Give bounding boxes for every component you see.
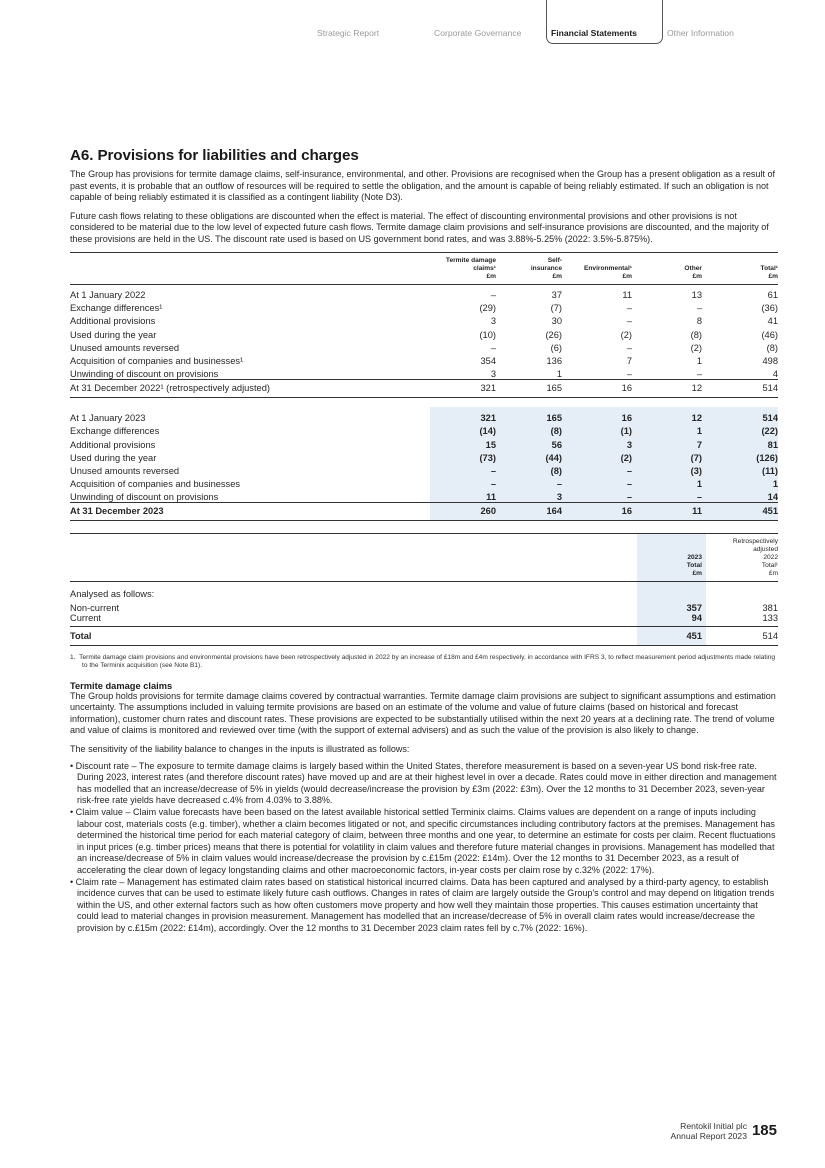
col-header-line: Other	[684, 264, 702, 272]
col-header-line: £m	[768, 272, 778, 280]
page-title: A6. Provisions for liabilities and charges	[70, 147, 359, 164]
cell-value: (73)	[430, 450, 496, 463]
tab-strategic-report[interactable]: Strategic Report	[317, 28, 380, 38]
cell-value: 136	[546, 356, 562, 366]
col-header-line: adjusted	[753, 545, 778, 553]
cell-value: (2)	[620, 329, 632, 340]
cell-value: 16	[562, 379, 632, 397]
cell-value: 3	[490, 368, 496, 379]
sensitivity-intro: The sensitivity of the liability balance to changes in the inputs is illustrated as follows:	[70, 744, 410, 755]
cell-value: 321	[430, 379, 496, 397]
col-header-self-insurance	[496, 252, 562, 284]
page-number: 185	[751, 1122, 777, 1139]
cell-value: –	[562, 489, 632, 502]
cell-value: (1)	[562, 423, 632, 436]
analysis-row	[70, 599, 778, 612]
row-label: Additional provisions	[70, 439, 156, 450]
cell-value: 1	[696, 356, 702, 366]
cell-value: 15	[430, 436, 496, 449]
cell-value: –	[632, 489, 702, 502]
row-label: Analysed as follows:	[70, 589, 155, 600]
cell-value: (8)	[690, 329, 702, 340]
cell-value: –	[626, 303, 632, 314]
cell-value: 13	[691, 290, 702, 301]
analysis-row	[70, 581, 778, 599]
cell-value: (26)	[545, 329, 562, 340]
cell-value: 11	[632, 502, 702, 520]
tab-other-information[interactable]: Other Information	[667, 28, 734, 38]
section-nav	[0, 0, 825, 46]
cell-value: 498	[762, 356, 778, 366]
cell-value: (2)	[690, 342, 702, 353]
cell-value: –	[430, 463, 496, 476]
cell-value: –	[626, 368, 632, 379]
rows-2023	[70, 407, 778, 502]
cell-value: 451	[702, 502, 778, 520]
col-header-line: Total	[686, 561, 702, 569]
col-header-line: £m	[692, 272, 702, 280]
table-row	[70, 436, 778, 449]
row-label: At 1 January 2022	[70, 290, 146, 301]
row-label: Exchange differences¹	[70, 303, 163, 314]
cell-value: 133	[762, 612, 778, 623]
cell-value: –	[626, 316, 632, 327]
cell-value: (44)	[496, 450, 562, 463]
cell-value: –	[562, 476, 632, 489]
table-row	[70, 463, 778, 476]
col-header-line: £m	[622, 272, 632, 280]
rows-2022	[70, 284, 778, 379]
table-header-row	[70, 252, 778, 284]
cell-value: 94	[637, 613, 706, 627]
cell-value: –	[490, 342, 496, 353]
cell-value: –	[696, 368, 702, 379]
table-row	[70, 489, 778, 502]
provisions-analysis-table	[70, 533, 778, 646]
provisions-movement-table	[70, 252, 778, 521]
col-header-line: Total¹	[761, 561, 778, 569]
col-header-line: £m	[692, 569, 702, 577]
col-header-line: Termite damage	[445, 256, 496, 264]
cell-value: (46)	[761, 329, 778, 340]
analysis-header-row	[70, 533, 778, 581]
footer-report: Annual Report 2023	[670, 1131, 747, 1141]
row-label: Exchange differences	[70, 426, 160, 437]
cell-value: 37	[551, 290, 562, 301]
col-header-line: Retrospectively	[732, 537, 778, 545]
col-header-environmental	[562, 252, 632, 284]
row-label: Additional provisions	[70, 316, 156, 327]
header-spacer	[70, 533, 637, 581]
cell-value: 381	[762, 602, 778, 613]
table-row	[70, 476, 778, 489]
tab-corporate-governance[interactable]: Corporate Governance	[434, 28, 522, 38]
table-row	[70, 450, 778, 463]
row-label: At 1 January 2023	[70, 413, 146, 424]
table-row	[70, 284, 778, 300]
col-header-line: £m	[552, 272, 562, 280]
cell-value: 164	[496, 502, 562, 520]
total-row-2023	[70, 502, 778, 520]
cell-value: (36)	[761, 303, 778, 314]
cell-value: (8)	[496, 423, 562, 436]
row-label: Acquisition of companies and businesses	[70, 479, 241, 490]
row-label: Unused amounts reversed	[70, 465, 180, 476]
cell-value: 81	[702, 436, 778, 449]
row-label: Non-current	[70, 602, 120, 613]
cell-value: 41	[767, 316, 778, 327]
cell-value: 7	[632, 436, 702, 449]
footnote: 1. Termite damage claim provisions and environmental provisions have been retrospectively adjusted in 2022 by an increase of £18m and £4m respectively, in accordance with IFRS 3, to reflect measurement period adjustments made relating to the Terminix acquisition (see Note B1).	[70, 653, 776, 670]
row-label: Unwinding of discount on provisions	[70, 491, 219, 502]
analysis-total-row	[70, 626, 778, 645]
cell-value: 8	[696, 316, 702, 327]
cell-value: (7)	[550, 303, 562, 314]
cell-value: 1	[702, 476, 778, 489]
list-item: • Claim rate – Management has estimated claim rates based on statistical historical incurred claims. Data has been captured and analysed by a third-party agency, to establish incidence curves that can be used to estimate likely future cash outflows. Changes in rates of claim are largely outside the Group's control and may depend on litigation trends within the US, and other external factors such as how often customers move property and how well they maintain those properties. This causes estimation uncertainty that could lead to material changes in provision measurement. Management has modelled that an increase/decrease of 5% in overall claim rates would increase/decrease the provision by c.£15m (2022: £14m), accordingly. Over the 12 months to 31 December 2023 claim rates fell by c.7% (2022: 16%).	[70, 876, 775, 933]
cell-value: 354	[480, 356, 496, 366]
row-label: Unused amounts reversed	[70, 342, 180, 353]
discount-paragraph: Future cash flows relating to these obligations are discounted when the effect is material. The effect of discounting environmental provisions and other provisions is not considered to be material due to the low level of expected future cash flows. Termite damage claim provisions and self-insurance provisions are discounted, and the majority of these provisions are held in the US. The discount rate used is based on US government bond rates, and was 3.88%-5.25% (2022: 3.5%-5.875%).	[70, 210, 769, 244]
col-header-line: Environmental¹	[584, 264, 632, 272]
cell-value: 14	[702, 489, 778, 502]
row-label: Total	[70, 626, 637, 645]
col-header-2023	[637, 533, 706, 581]
row-label: Acquisition of companies and businesses¹	[70, 356, 244, 366]
cell-value: 61	[767, 290, 778, 301]
cell-value: 321	[430, 407, 496, 423]
termite-heading: Termite damage claims	[70, 680, 173, 691]
cell-value: 514	[702, 407, 778, 423]
row-label: Current	[70, 612, 102, 623]
cell-value: 451	[637, 626, 706, 645]
cell-value: 165	[496, 379, 562, 397]
cell-value: (6)	[550, 342, 562, 353]
header-spacer	[70, 252, 430, 284]
cell-value: 357	[637, 599, 706, 612]
table-row	[70, 313, 778, 326]
cell-value: 260	[430, 502, 496, 520]
table-row	[70, 340, 778, 353]
cell-value: 11	[430, 489, 496, 502]
table-row	[70, 326, 778, 339]
cell-value: 30	[551, 316, 562, 327]
col-header-line: insurance	[530, 264, 562, 272]
list-item: • Discount rate – The exposure to termite damage claims is largely based within the United States, therefore measurement is based on a seven-year US bond risk-free rate. During 2023, interest rates (and therefore discount rates) have moved up and are at their highest level in over a decade. Rates could move in either direction and management has modelled that an increase/decrease of 5% in yields (would decrease/increase the provision by £3m (2022: £3m). Over the 12 months to 31 December 2023, seven-year risk-free rate yields have decreased c.4% from 4.03% to 3.88%.	[70, 760, 777, 806]
cell-value: 3	[496, 489, 562, 502]
cell-value: 16	[562, 407, 632, 423]
cell-value: (14)	[430, 423, 496, 436]
cell-value: –	[430, 476, 496, 489]
tab-financial-statements[interactable]: Financial Statements	[551, 28, 637, 38]
col-header-line: £m	[768, 569, 778, 577]
cell-value: (126)	[702, 450, 778, 463]
cell-value: (11)	[702, 463, 778, 476]
cell-value: 165	[496, 407, 562, 423]
table-row	[70, 407, 778, 423]
cell-value: 56	[496, 436, 562, 449]
col-header-line: 2022	[763, 553, 778, 561]
sensitivity-list	[70, 761, 778, 935]
col-header-2022	[706, 533, 778, 581]
total-row-2022	[70, 379, 778, 397]
col-header-total	[702, 252, 778, 284]
cell-value: 514	[706, 626, 778, 645]
cell-value: (8)	[766, 342, 778, 353]
row-label: Used during the year	[70, 452, 157, 463]
cell-value: –	[696, 303, 702, 314]
col-header-line: Total¹	[760, 264, 778, 272]
col-header-line: 2023	[687, 553, 702, 561]
cell-value: 16	[562, 502, 632, 520]
cell-value: –	[496, 476, 562, 489]
cell-value: 1	[632, 423, 702, 436]
cell-value: (22)	[702, 423, 778, 436]
cell-value: 3	[490, 316, 496, 327]
cell-value: (7)	[632, 450, 702, 463]
intro-paragraph: The Group has provisions for termite damage claims, self-insurance, environmental, and other. Provisions are recognised when the Group has a present obligation as a result of past events, it is probable that an outflow of resources will be required to settle the obligation, and the amount is capable of being reliably estimated. If such an obligation is not capable of being reliably estimated it is classified as a contingent liability (Note D3).	[70, 169, 776, 203]
cell-value: 1	[556, 368, 562, 379]
col-header-termite	[430, 252, 496, 284]
cell-value: (8)	[496, 463, 562, 476]
cell-value: 514	[702, 379, 778, 397]
cell-value: 3	[562, 436, 632, 449]
cell-value: –	[490, 290, 496, 301]
table-row	[70, 353, 778, 366]
analysis-row	[70, 613, 778, 627]
table-row	[70, 366, 778, 379]
cell-value: –	[562, 463, 632, 476]
cell-value: 12	[632, 407, 702, 423]
col-header-line: Self-	[547, 256, 562, 264]
col-header-other	[632, 252, 702, 284]
cell-value: (29)	[479, 303, 496, 314]
page-footer	[671, 1121, 777, 1141]
col-header-line: claims¹	[473, 264, 496, 272]
cell-value: 11	[622, 290, 632, 301]
cell-value: 7	[626, 356, 632, 366]
main-content	[70, 147, 778, 935]
col-header-line: £m	[486, 272, 496, 280]
cell-value: (2)	[562, 450, 632, 463]
row-label: Unwinding of discount on provisions	[70, 368, 219, 379]
cell-value	[637, 581, 706, 599]
table-row	[70, 423, 778, 436]
cell-value: 4	[772, 368, 778, 379]
termite-paragraph: The Group holds provisions for termite damage claims covered by contractual warranties. Termite damage claim provisions are subject to significant assumptions and estimation uncertainty. The assumptions included in valuing termite provisions are based on an estimate of the volume and value of future claims (based on historical and forecast information), customer churn rates and discount rates. These provisions are expected to be substantially utilised within the next 20 years at a declining rate. The trend of volume and value of claims is monitored and reviewed over time (with the support of external advisers) and as such the value of the provision is also likely to change.	[70, 690, 776, 736]
cell-value: –	[626, 342, 632, 353]
list-item: • Claim value – Claim value forecasts have been based on the latest available historical settled Terminix claims. Claims values are dependent on a range of inputs including labour cost, materials costs (e.g. timber), whether a claim becomes litigated or not, and specific circumstances including contributory factors at the premises. Management has determined the historical time period for each material category of claim, between three months and one year, to determine an estimate for costs per claim. Recent fluctuations in input prices (e.g. timber prices) means that there is potential for volatility in claim values and therefore future material changes in provisions. Management has modelled that an increase/decrease of 5% in claim values would increase/decrease the provision by c.£15m (2022: £14m). Over the 12 months to 31 December 2023, as a result of accelerating the clear down of legacy longstanding claims and other macroeconomic factors, in-year costs per claim rose by c.32% (2022: 17%).	[70, 807, 776, 875]
cell-value: 12	[632, 379, 702, 397]
table-row	[70, 300, 778, 313]
spacer-row	[70, 397, 778, 407]
row-label: At 31 December 2022¹ (retrospectively adjusted)	[70, 379, 430, 397]
cell-value	[706, 581, 778, 599]
row-label: At 31 December 2023	[70, 502, 430, 520]
cell-value: (3)	[632, 463, 702, 476]
cell-value: 1	[632, 476, 702, 489]
cell-value: (10)	[479, 329, 496, 340]
row-label: Used during the year	[70, 329, 157, 340]
footer-company: Rentokil Initial plc	[680, 1121, 747, 1131]
